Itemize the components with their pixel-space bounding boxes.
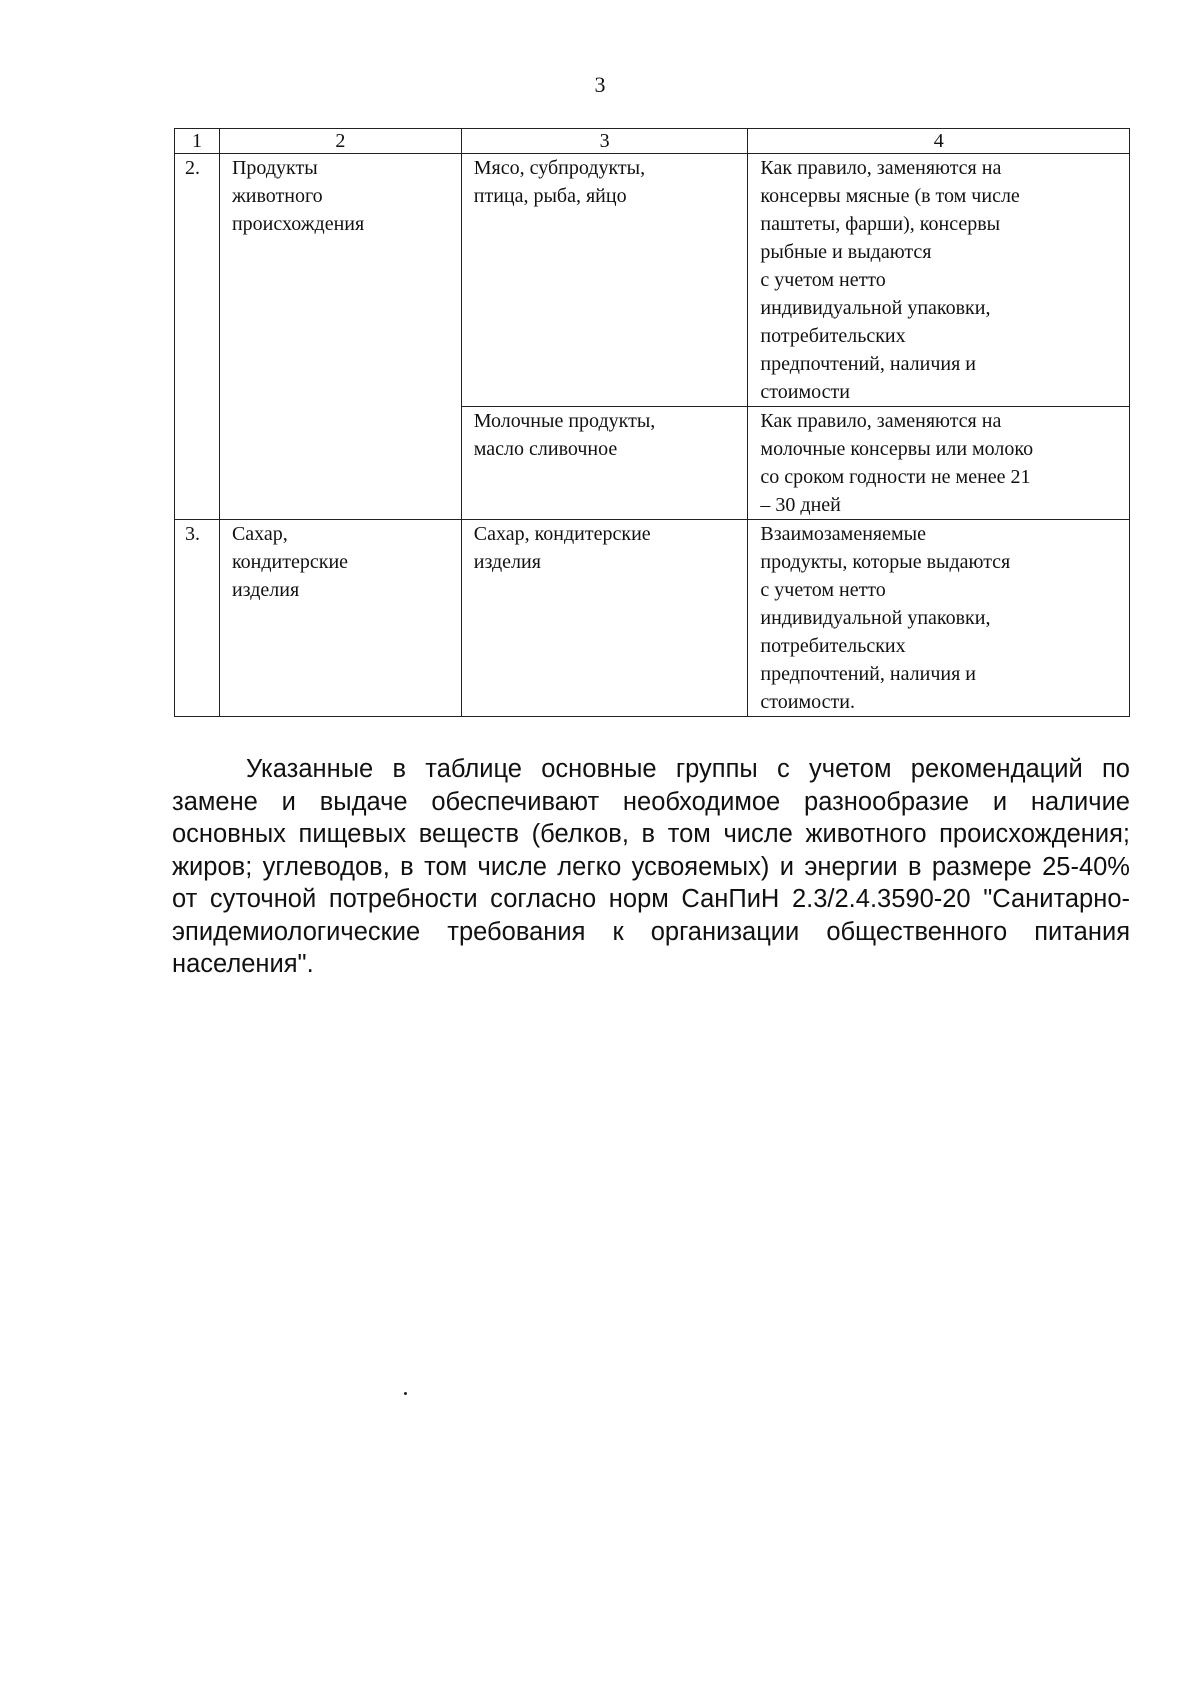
cell-line: предпочтений, наличия и [760, 663, 976, 685]
cell-line: индивидуальной упаковки, [760, 607, 991, 629]
page-number: 3 [594, 72, 606, 97]
header-row [175, 129, 1130, 154]
cell-line: молочные консервы или молоко [760, 438, 1034, 460]
notes-cell [748, 520, 1130, 717]
cell-line: потребительских [760, 635, 906, 657]
cell-line: потребительских [760, 325, 906, 347]
cell-line: предпочтений, наличия и [760, 353, 976, 375]
paragraph-line: эпидемиологические требования к организации общественного питания [172, 917, 1130, 946]
cell-line: изделия [231, 579, 300, 601]
cell-line: Сахар, кондитерские [473, 523, 651, 545]
column-header: 4 [748, 129, 1130, 154]
cell-line: с учетом нетто [760, 579, 886, 601]
row-number: 2. [175, 154, 220, 520]
group-cell [219, 154, 461, 520]
column-header: 2 [219, 129, 461, 154]
paragraph-line: от суточной потребности согласно норм СанПиН 2.3/2.4.3590-20 "Санитарно- [172, 885, 1130, 913]
notes-cell [748, 407, 1130, 520]
cell-line: стоимости [760, 381, 850, 403]
table-row [175, 154, 1130, 407]
table-row [175, 520, 1130, 717]
body-paragraph [172, 753, 1130, 981]
cell-line: животного [231, 185, 323, 207]
cell-line: Продукты [231, 157, 318, 179]
cell-line: происхождения [231, 213, 365, 235]
paragraph-line: замене и выдаче обеспечивают необходимое разнообразие и наличие [172, 787, 1130, 816]
cell-line: масло сливочное [473, 438, 618, 460]
paragraph-line: жиров; углеводов, в том числе легко усвояемых) и энергии в размере 25-40% [172, 852, 1130, 881]
cell-line: стоимости. [760, 691, 855, 713]
cell-line: продукты, которые выдаются [760, 551, 1011, 573]
row-number: 3. [175, 520, 220, 717]
cell-line: Сахар, [231, 523, 288, 545]
products-cell [461, 520, 748, 717]
food-groups-table [174, 128, 1130, 717]
paragraph-line: Указанные в таблице основные группы с учетом рекомендаций по [246, 755, 1130, 783]
cell-line: рыбные и выдаются [760, 241, 932, 263]
cell-line: Взаимозаменяемые [760, 523, 926, 545]
products-cell [461, 407, 748, 520]
cell-line: птица, рыба, яйцо [473, 185, 627, 207]
column-header: 3 [461, 129, 748, 154]
products-cell [461, 154, 748, 407]
paragraph-line: основных пищевых веществ (белков, в том числе животного происхождения; [172, 820, 1130, 848]
cell-line: паштеты, фарши), консервы [760, 213, 1001, 235]
cell-line: с учетом нетто [760, 269, 886, 291]
group-cell [219, 520, 461, 717]
cell-line: индивидуальной упаковки, [760, 297, 991, 319]
cell-line: со сроком годности не менее 21 [760, 466, 1031, 488]
cell-line: Как правило, заменяются на [760, 157, 1002, 179]
cell-line: кондитерские [231, 551, 349, 573]
cell-line: Как правило, заменяются на [760, 410, 1002, 432]
cell-line: консервы мясные (в том числе [760, 185, 1020, 207]
paragraph-line: населения". [172, 950, 314, 978]
cell-line: Мясо, субпродукты, [473, 157, 646, 179]
notes-cell [748, 154, 1130, 407]
column-header: 1 [175, 129, 220, 154]
cell-line: – 30 дней [760, 494, 841, 516]
scan-speck [404, 1392, 407, 1395]
cell-line: изделия [473, 551, 541, 573]
cell-line: Молочные продукты, [473, 410, 656, 432]
